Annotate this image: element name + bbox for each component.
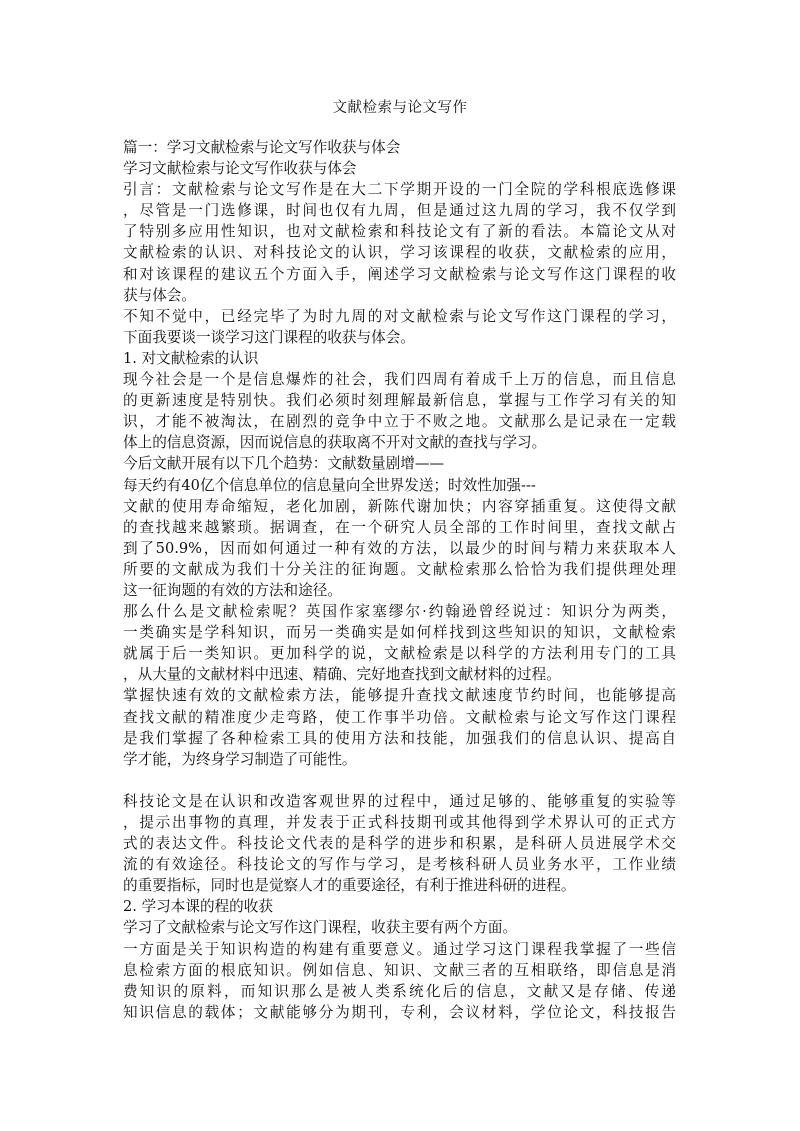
text-line: 科技论文是在认识和改造客观世界的过程中，通过足够的、能够重复的实验等: [123, 792, 676, 810]
text-line: 文献检索的认识、对科技论文的认识，学习该课程的收获，文献检索的应用，: [123, 244, 676, 262]
text-line: ，提示出事物的真理，并发表于正式科技期刊或其他得到学术界认可的正式方: [123, 814, 676, 831]
text-line: 下面我要谈一谈学习这门课程的收获与体会。: [123, 328, 415, 346]
text-line: 的查找越来越繁琐。据调查，在一个研究人员全部的工作时间里，查找文献占: [123, 518, 676, 536]
text-line: ，尽管是一门选修课，时间也仅有九周，但是通过这九周的学习，我不仅学到: [123, 202, 676, 220]
text-line: 1. 对文献检索的认识: [123, 349, 259, 367]
text-line: 识，才能不被淘汰，在剧烈的竞争中立于不败之地。文献那么是记录在一定载: [123, 413, 676, 431]
text-line: 掌握快速有效的文献检索方法，能够提升查找文献速度节约时间，也能够提高: [123, 687, 676, 705]
text-line: 的更新速度是特别快。我们必须时刻理解最新信息，掌握与工作学习有关的知: [123, 392, 676, 410]
blank-line: [123, 770, 676, 791]
text-line: 那么什么是文献检索呢？英国作家塞缪尔·约翰逊曾经说过：知识分为两类，: [123, 603, 676, 621]
text-line: 息检索方面的根底知识。例如信息、知识、文献三者的互相联络，即信息是消: [123, 961, 676, 979]
text-line: 现今社会是一个是信息爆炸的社会，我们四周有着成千上万的信息，而且信息: [123, 371, 676, 389]
text-line: 所要的文献成为我们十分关注的征询题。文献检索那么恰恰为我们提供理处理: [123, 560, 676, 578]
document-body: [123, 137, 676, 1023]
text-line: 体上的信息资源，因而说信息的获取离不开对文献的查找与学习。: [123, 434, 547, 452]
text-line: 2. 学习本课的程的收获: [123, 898, 273, 916]
text-line: 了特别多应用性知识，也对文献检索和科技论文有了新的看法。本篇论文从对: [123, 223, 676, 241]
text-line: 知识信息的载体；文献能够分为期刊，专利，会议材料，学位论文，科技报告: [123, 1003, 676, 1021]
text-line: 今后文献开展有以下几个趋势：文献数量剧增——: [123, 455, 445, 473]
text-line: 一类确实是学科知识，而另一类确实是如何样找到这些知识的知识，文献检索: [123, 624, 676, 642]
text-line: ，从大量的文献材料中迅速、精确、完好地查找到文献材料的过程。: [123, 666, 561, 684]
text-line: 和对该课程的建议五个方面入手，阐述学习文献检索与论文写作这门课程的收: [123, 265, 676, 283]
text-line: 到了50.9%，因而如何通过一种有效的方法，以最少的时间与精力来获取本人: [123, 539, 676, 557]
text-line: 流的有效途径。科技论文的写作与学习，是考核科研人员业务水平，工作业绩: [123, 856, 676, 874]
text-line: 每天约有40亿个信息单位的信息量向全世界发送；时效性加强---: [123, 476, 536, 494]
text-line: 查找文献的精准度少走弯路，使工作事半功倍。文献检索与论文写作这门课程: [123, 708, 676, 726]
text-line: 这一征询题的有效的方法和途径。: [123, 581, 342, 599]
text-line: 篇一：学习文献检索与论文写作收获与体会: [123, 139, 401, 156]
text-line: 文献的使用寿命缩短，老化加剧，新陈代谢加快；内容穿插重复。这使得文献: [123, 497, 676, 515]
text-line: 费知识的原料，而知识那么是被人类系统化后的信息，文献又是存储、传递: [123, 982, 676, 1000]
text-line: 学习了文献检索与论文写作这门课程，收获主要有两个方面。: [123, 919, 518, 937]
text-line: 学才能，为终身学习制造了可能性。: [123, 750, 357, 768]
text-line: 学习文献检索与论文写作收获与体会: [123, 160, 357, 178]
text-line: 是我们掌握了各种检索工具的使用方法和技能，加强我们的信息认识、提高自: [123, 729, 676, 747]
text-line: 引言：文献检索与论文写作是在大二下学期开设的一门全院的学科根底选修课: [123, 181, 676, 199]
text-line: 不知不觉中，已经完毕了为时九周的对文献检索与论文写作这门课程的学习，: [123, 307, 676, 325]
document-title: 文献检索与论文写作: [332, 100, 468, 116]
text-line: 就属于后一类知识。更加科学的说，文献检索是以科学的方法利用专门的工具: [123, 645, 676, 663]
text-line: 式的表达文件。科技论文代表的是科学的进步和积累，是科研人员进展学术交: [123, 835, 676, 853]
text-line: 的重要指标，同时也是觉察人才的重要途径，有利于推进科研的进程。: [123, 877, 576, 895]
text-line: 获与体会。: [123, 286, 196, 304]
text-line: 一方面是关于知识构造的构建有重要意义。通过学习这门课程我掌握了一些信: [123, 940, 676, 958]
